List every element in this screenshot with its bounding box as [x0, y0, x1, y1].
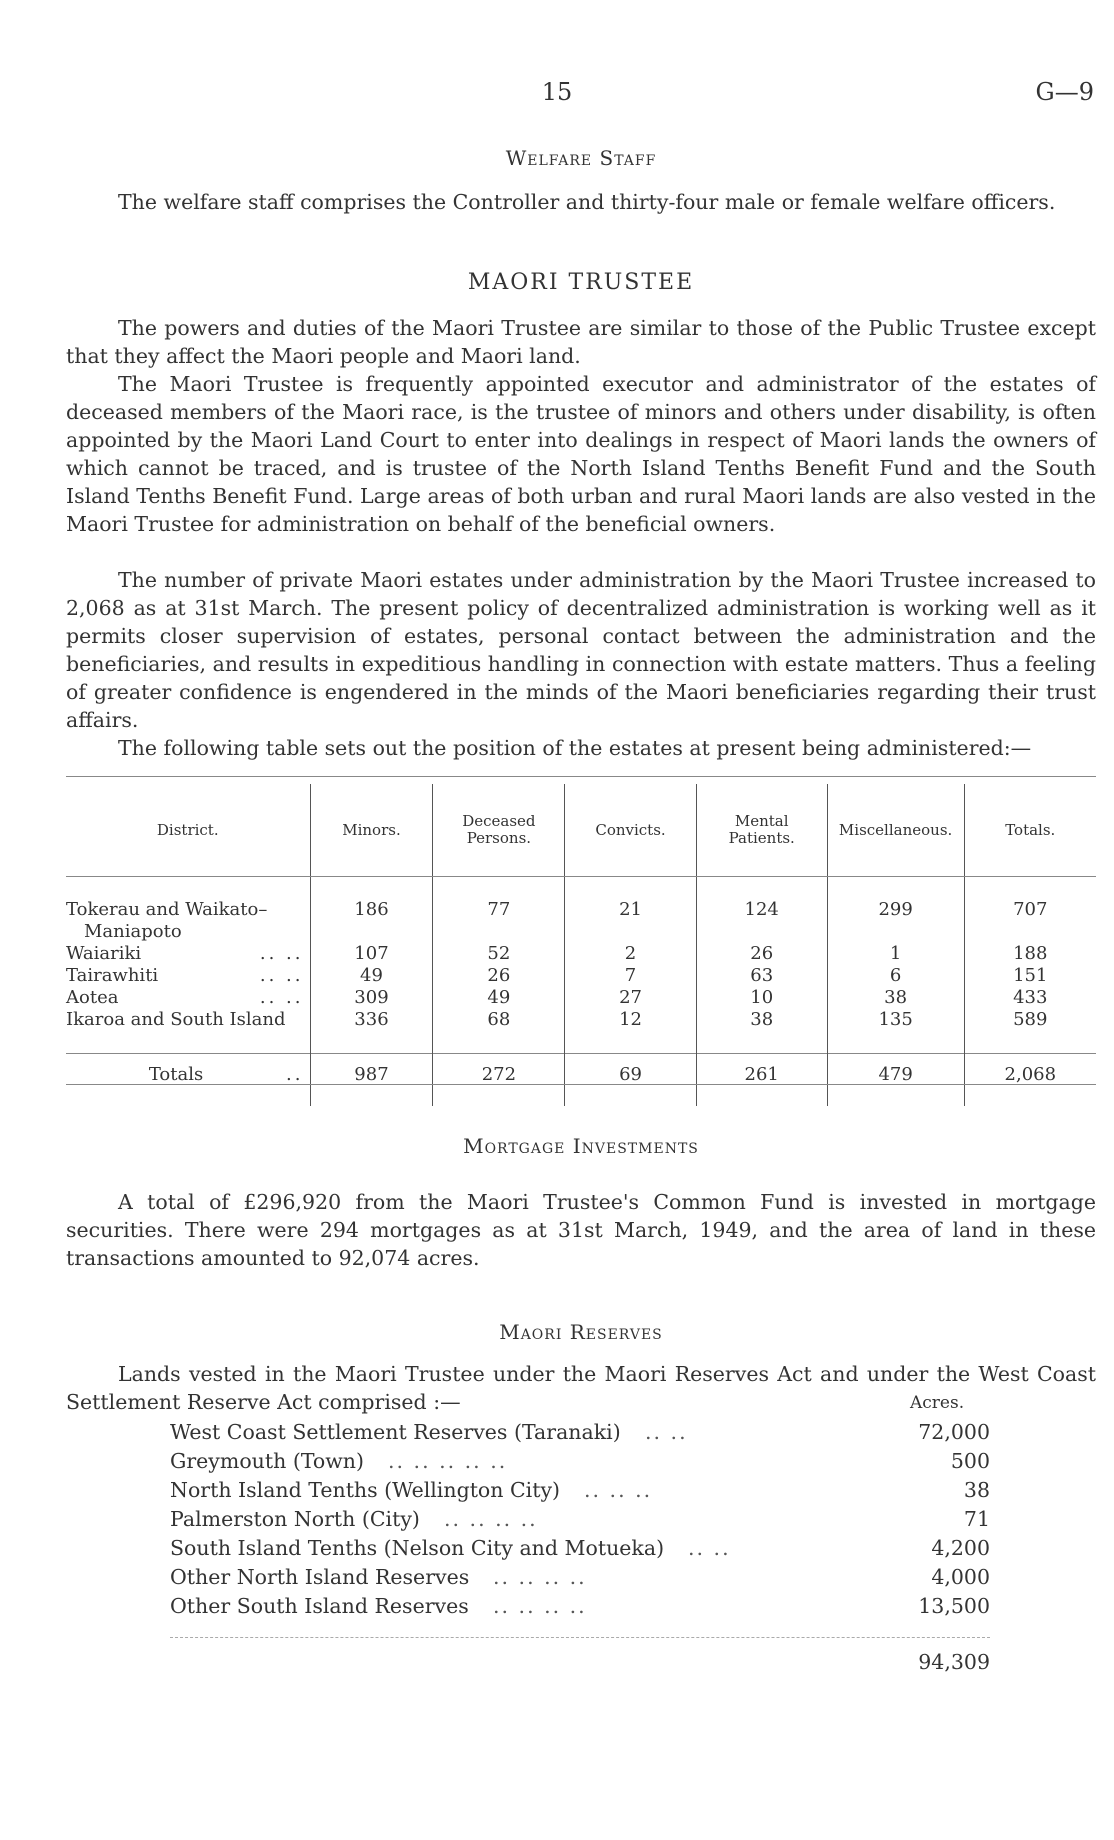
value-cell: 49 — [433, 987, 565, 1009]
table-row — [66, 965, 1096, 987]
reserve-row — [170, 1592, 990, 1621]
value-cell: 38 — [696, 1009, 827, 1031]
col-miscellaneous: Miscellaneous. — [827, 784, 964, 877]
document-reference: G—9 — [1035, 78, 1094, 106]
value-cell: 589 — [964, 1009, 1096, 1031]
table-row — [66, 987, 1096, 1009]
leader-dots: .. .. — [259, 987, 304, 1008]
district-name: Tairawhiti — [66, 965, 159, 986]
col-district: District. — [66, 784, 310, 877]
value-cell: 52 — [433, 943, 565, 965]
value-cell: 63 — [696, 965, 827, 987]
reserve-row — [170, 1563, 990, 1592]
welfare-staff-text: The welfare staff comprises the Controller and thirty-four male or female welfare officers. — [118, 190, 1056, 214]
reserve-acres: 72,000 — [918, 1420, 990, 1444]
reserve-row — [170, 1505, 990, 1534]
reserve-acres: 4,000 — [931, 1565, 990, 1589]
value-cell: 7 — [565, 965, 696, 987]
value-cell: 135 — [827, 1009, 964, 1031]
reserve-name: Greymouth (Town) — [170, 1449, 364, 1473]
reserve-acres: 500 — [950, 1449, 990, 1473]
total-value-cell: 2,068 — [964, 1054, 1096, 1107]
totals-label: Totals — [148, 1064, 204, 1085]
reserve-acres: 38 — [963, 1478, 990, 1502]
trustee-paragraph-2: The Maori Trustee is frequently appointed executor and administrator of the estates of deceased members of the Maori race, is the trustee of minors and others under disability, is often appointed by the Maori Land Court to enter into dealings in respect of Maori lands the owners of which cannot be traced, and is trustee of the North Island Tenths Benefit Fund and the South Island Tenths Benefit Fund. Large areas of both urban and rural Maori lands are also vested in the Maori Trustee for administration on behalf of the beneficial owners. — [66, 372, 1096, 536]
trustee-paragraph-4: The following table sets out the position of the estates at present being administered:— — [118, 736, 1032, 760]
value-cell: 151 — [964, 965, 1096, 987]
value-cell: 188 — [964, 943, 1096, 965]
total-value-cell: 479 — [827, 1054, 964, 1107]
value-cell: 2 — [565, 943, 696, 965]
district-name-continued: Maniapoto — [84, 921, 182, 942]
reserve-acres: 4,200 — [931, 1536, 990, 1560]
value-cell: 186 — [310, 899, 433, 943]
welfare-staff-heading: Welfare Staff — [505, 146, 657, 170]
value-cell: 12 — [565, 1009, 696, 1031]
value-cell: 124 — [696, 899, 827, 943]
leader-dots: .. .. — [259, 965, 304, 986]
district-cell — [66, 1009, 310, 1031]
value-cell: 77 — [433, 899, 565, 943]
reserve-row — [170, 1447, 990, 1476]
maori-reserves-heading: Maori Reserves — [499, 1320, 663, 1344]
value-cell: 1 — [827, 943, 964, 965]
reserve-name: Other North Island Reserves — [170, 1565, 470, 1589]
district-cell — [66, 943, 310, 965]
leader-dots: .. .. .. — [584, 1478, 653, 1502]
district-cell — [66, 965, 310, 987]
value-cell: 707 — [964, 899, 1096, 943]
leader-dots: .. .. — [688, 1536, 731, 1560]
mortgage-investments-heading: Mortgage Investments — [463, 1134, 699, 1158]
value-cell: 38 — [827, 987, 964, 1009]
table-row — [66, 1009, 1096, 1031]
district-name: Tokerau and Waikato– — [66, 899, 268, 920]
col-convicts: Convicts. — [565, 784, 696, 877]
leader-dots: .. — [286, 1064, 304, 1085]
reserve-acres: 13,500 — [918, 1594, 990, 1618]
table-top-rule — [66, 776, 1096, 777]
totals-row — [66, 1054, 1096, 1107]
leader-dots: .. .. .. .. — [493, 1565, 587, 1589]
reserve-row — [170, 1534, 990, 1563]
trustee-paragraph-1: The powers and duties of the Maori Trustee are similar to those of the Public Trustee except that they affect the Maori people and Maori land. — [66, 316, 1096, 368]
value-cell: 10 — [696, 987, 827, 1009]
leader-dots: .. .. .. .. — [444, 1507, 538, 1531]
value-cell: 433 — [964, 987, 1096, 1009]
reserve-row — [170, 1418, 990, 1447]
reserve-name: West Coast Settlement Reserves (Taranaki) — [170, 1420, 621, 1444]
col-mental-patients: Mental Patients. — [696, 784, 827, 877]
reserve-acres: 71 — [963, 1507, 990, 1531]
table-header-row — [66, 784, 1096, 877]
value-cell: 21 — [565, 899, 696, 943]
mortgage-text: A total of £296,920 from the Maori Trustee's Common Fund is invested in mortgage securities. There were 294 mortgages as at 31st March, 1949, and the area of land in these transactions amounted to 92,074 acres. — [66, 1190, 1096, 1270]
value-cell: 68 — [433, 1009, 565, 1031]
reserve-name: Other South Island Reserves — [170, 1594, 469, 1618]
value-cell: 26 — [696, 943, 827, 965]
reserve-name: South Island Tenths (Nelson City and Motueka) — [170, 1536, 665, 1560]
value-cell: 299 — [827, 899, 964, 943]
table-bottom-rule — [66, 1084, 1096, 1085]
value-cell: 309 — [310, 987, 433, 1009]
value-cell: 26 — [433, 965, 565, 987]
leader-dots: .. .. .. .. — [493, 1594, 587, 1618]
district-cell — [66, 987, 310, 1009]
totals-label-cell — [66, 1054, 310, 1107]
value-cell: 49 — [310, 965, 433, 987]
reserve-name: Palmerston North (City) — [170, 1507, 420, 1531]
district-name: Waiariki — [66, 943, 142, 964]
col-minors: Minors. — [310, 784, 433, 877]
district-name: Aotea — [66, 987, 119, 1008]
value-cell: 336 — [310, 1009, 433, 1031]
total-value-cell: 987 — [310, 1054, 433, 1107]
value-cell: 107 — [310, 943, 433, 965]
value-cell: 6 — [827, 965, 964, 987]
leader-dots: .. .. — [259, 943, 304, 964]
reserves-text: Lands vested in the Maori Trustee under the Maori Reserves Act and under the West Coast Settlement Reserve Act comprised :— — [66, 1362, 1096, 1414]
district-name: Ikaroa and South Island — [66, 1009, 286, 1030]
total-value-cell: 69 — [565, 1054, 696, 1107]
district-cell — [66, 899, 310, 943]
acres-column-header: Acres. — [910, 1393, 965, 1413]
leader-dots: .. .. .. .. .. — [388, 1449, 508, 1473]
reserves-total-rule — [170, 1637, 990, 1638]
reserves-list — [170, 1418, 990, 1621]
total-value-cell: 261 — [696, 1054, 827, 1107]
maori-trustee-heading: MAORI TRUSTEE — [467, 270, 695, 295]
reserves-total: 94,309 — [918, 1650, 990, 1674]
table-row — [66, 899, 1096, 943]
value-cell: 27 — [565, 987, 696, 1009]
col-deceased-persons: Deceased Persons. — [433, 784, 565, 877]
trustee-paragraph-3: The number of private Maori estates under administration by the Maori Trustee increased to 2,068 as at 31st March. The present policy of decentralized administration is working well as it permits closer supervision of estates, personal contact between the administration and the beneficiaries, and results in expeditious handling in connection with estate matters. Thus a feeling of greater confidence is engendered in the minds of the Maori beneficiaries regarding their trust affairs. — [66, 568, 1096, 732]
reserve-name: North Island Tenths (Wellington City) — [170, 1478, 561, 1502]
leader-dots: .. .. — [645, 1420, 688, 1444]
col-totals: Totals. — [964, 784, 1096, 877]
page-number: 15 — [541, 78, 573, 106]
estates-table — [66, 784, 1096, 1106]
total-value-cell: 272 — [433, 1054, 565, 1107]
reserve-row — [170, 1476, 990, 1505]
table-row — [66, 943, 1096, 965]
